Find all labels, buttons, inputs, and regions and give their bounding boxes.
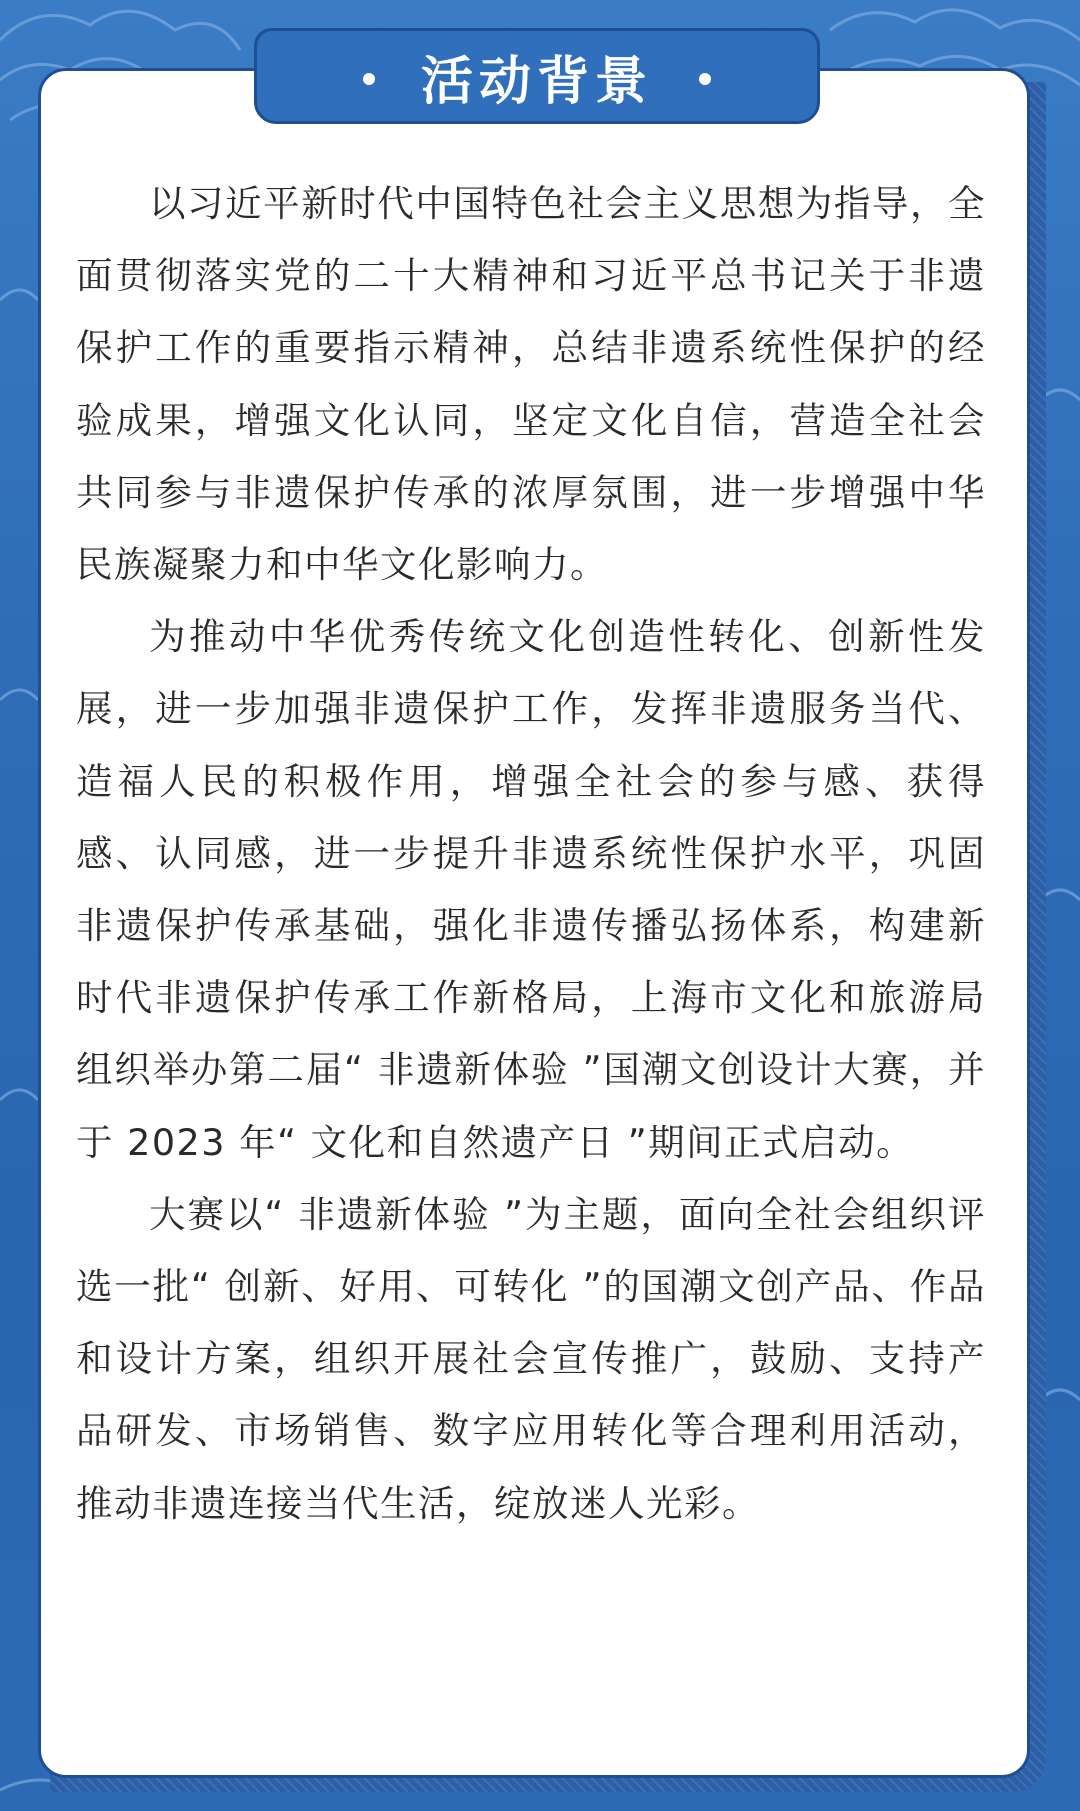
page-title: 活动背景	[420, 51, 653, 112]
paragraph-1: 以习近平新时代中国特色社会主义思想为指导，全面贯彻落实党的二十大精神和习近平总书记关于非遗保护工作的重要指示精神，总结非遗系统性保护的经验成果，增强文化认同，坚定文化自信，营造全社会共同参与非遗保护传承的浓厚氛围，进一步增强中华民族凝聚力和中华文化影响力。	[76, 182, 986, 587]
title-dot-left	[363, 73, 375, 85]
article-body	[76, 168, 986, 1540]
title-tab	[254, 28, 820, 124]
paragraph-3: 大赛以“ 非遗新体验 ”为主题，面向全社会组织评选一批“ 创新、好用、可转化 ”的国潮文创产品、作品和设计方案，组织开展社会宣传推广，鼓励、支持产品研发、市场销售、数字应用转化等合理利用活动，推动非遗连接当代生活，绽放迷人光彩。	[76, 1192, 986, 1525]
title-dot-right	[699, 73, 711, 85]
paragraph-2: 为推动中华优秀传统文化创造性转化、创新性发展，进一步加强非遗保护工作，发挥非遗服务当代、造福人民的积极作用，增强全社会的参与感、获得感、认同感，进一步提升非遗系统性保护水平，巩固非遗保护传承基础，强化非遗传播弘扬体系，构建新时代非遗保护传承工作新格局，上海市文化和旅游局组织举办第二届“ 非遗新体验 ”国潮文创设计大赛，并于 2023 年“ 文化和自然遗产日 ”期间正式启动。	[76, 615, 986, 1164]
